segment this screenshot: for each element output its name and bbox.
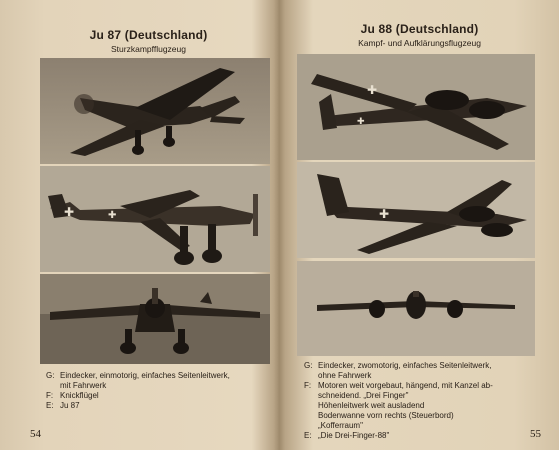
aircraft-photo bbox=[40, 274, 270, 364]
svg-text:✚: ✚ bbox=[357, 117, 365, 127]
page-number: 54 bbox=[30, 428, 41, 440]
note-features: F: Knickflügel bbox=[46, 391, 99, 400]
aircraft-photo bbox=[297, 162, 535, 258]
aircraft-photo bbox=[297, 261, 535, 356]
page-subtitle: Sturzkampfflugzeug bbox=[111, 44, 186, 54]
aircraft-photo bbox=[297, 54, 535, 160]
page-title: Ju 87 (Deutschland) bbox=[89, 28, 208, 42]
page-title: Ju 88 (Deutschland) bbox=[360, 22, 479, 36]
note-general: G: Eindecker, einmotorig, einfaches Seitenleitwerk, mit Fahrwerk bbox=[46, 371, 230, 390]
svg-text:✚: ✚ bbox=[108, 210, 117, 221]
identification-notes bbox=[46, 371, 276, 411]
svg-text:✚: ✚ bbox=[379, 207, 390, 221]
aircraft-photo bbox=[40, 58, 270, 164]
page-number: 55 bbox=[530, 428, 541, 440]
note-general: G: Eindecker, zwomotorig, einfaches Seitenleitwerk, ohne Fahrwerk bbox=[304, 361, 492, 380]
aircraft-photo bbox=[40, 166, 270, 272]
right-page bbox=[280, 0, 559, 450]
left-page bbox=[0, 0, 279, 450]
page-subtitle: Kampf- und Aufklärungsflugzeug bbox=[358, 38, 481, 48]
note-features: F: Motoren weit vorgebaut, hängend, mit Kanzel ab- schneidend. „Drei Finger" Höhenleitwerk weit ausladend Bodenwanne vorn rechts (Steuerbord) „Kofferraum" bbox=[304, 381, 493, 430]
svg-text:✚: ✚ bbox=[367, 83, 378, 97]
note-identifier: E: „Die Drei-Finger-88" bbox=[304, 431, 390, 440]
note-identifier: E: Ju 87 bbox=[46, 401, 80, 410]
identification-notes bbox=[304, 361, 544, 441]
svg-text:✚: ✚ bbox=[64, 205, 75, 219]
